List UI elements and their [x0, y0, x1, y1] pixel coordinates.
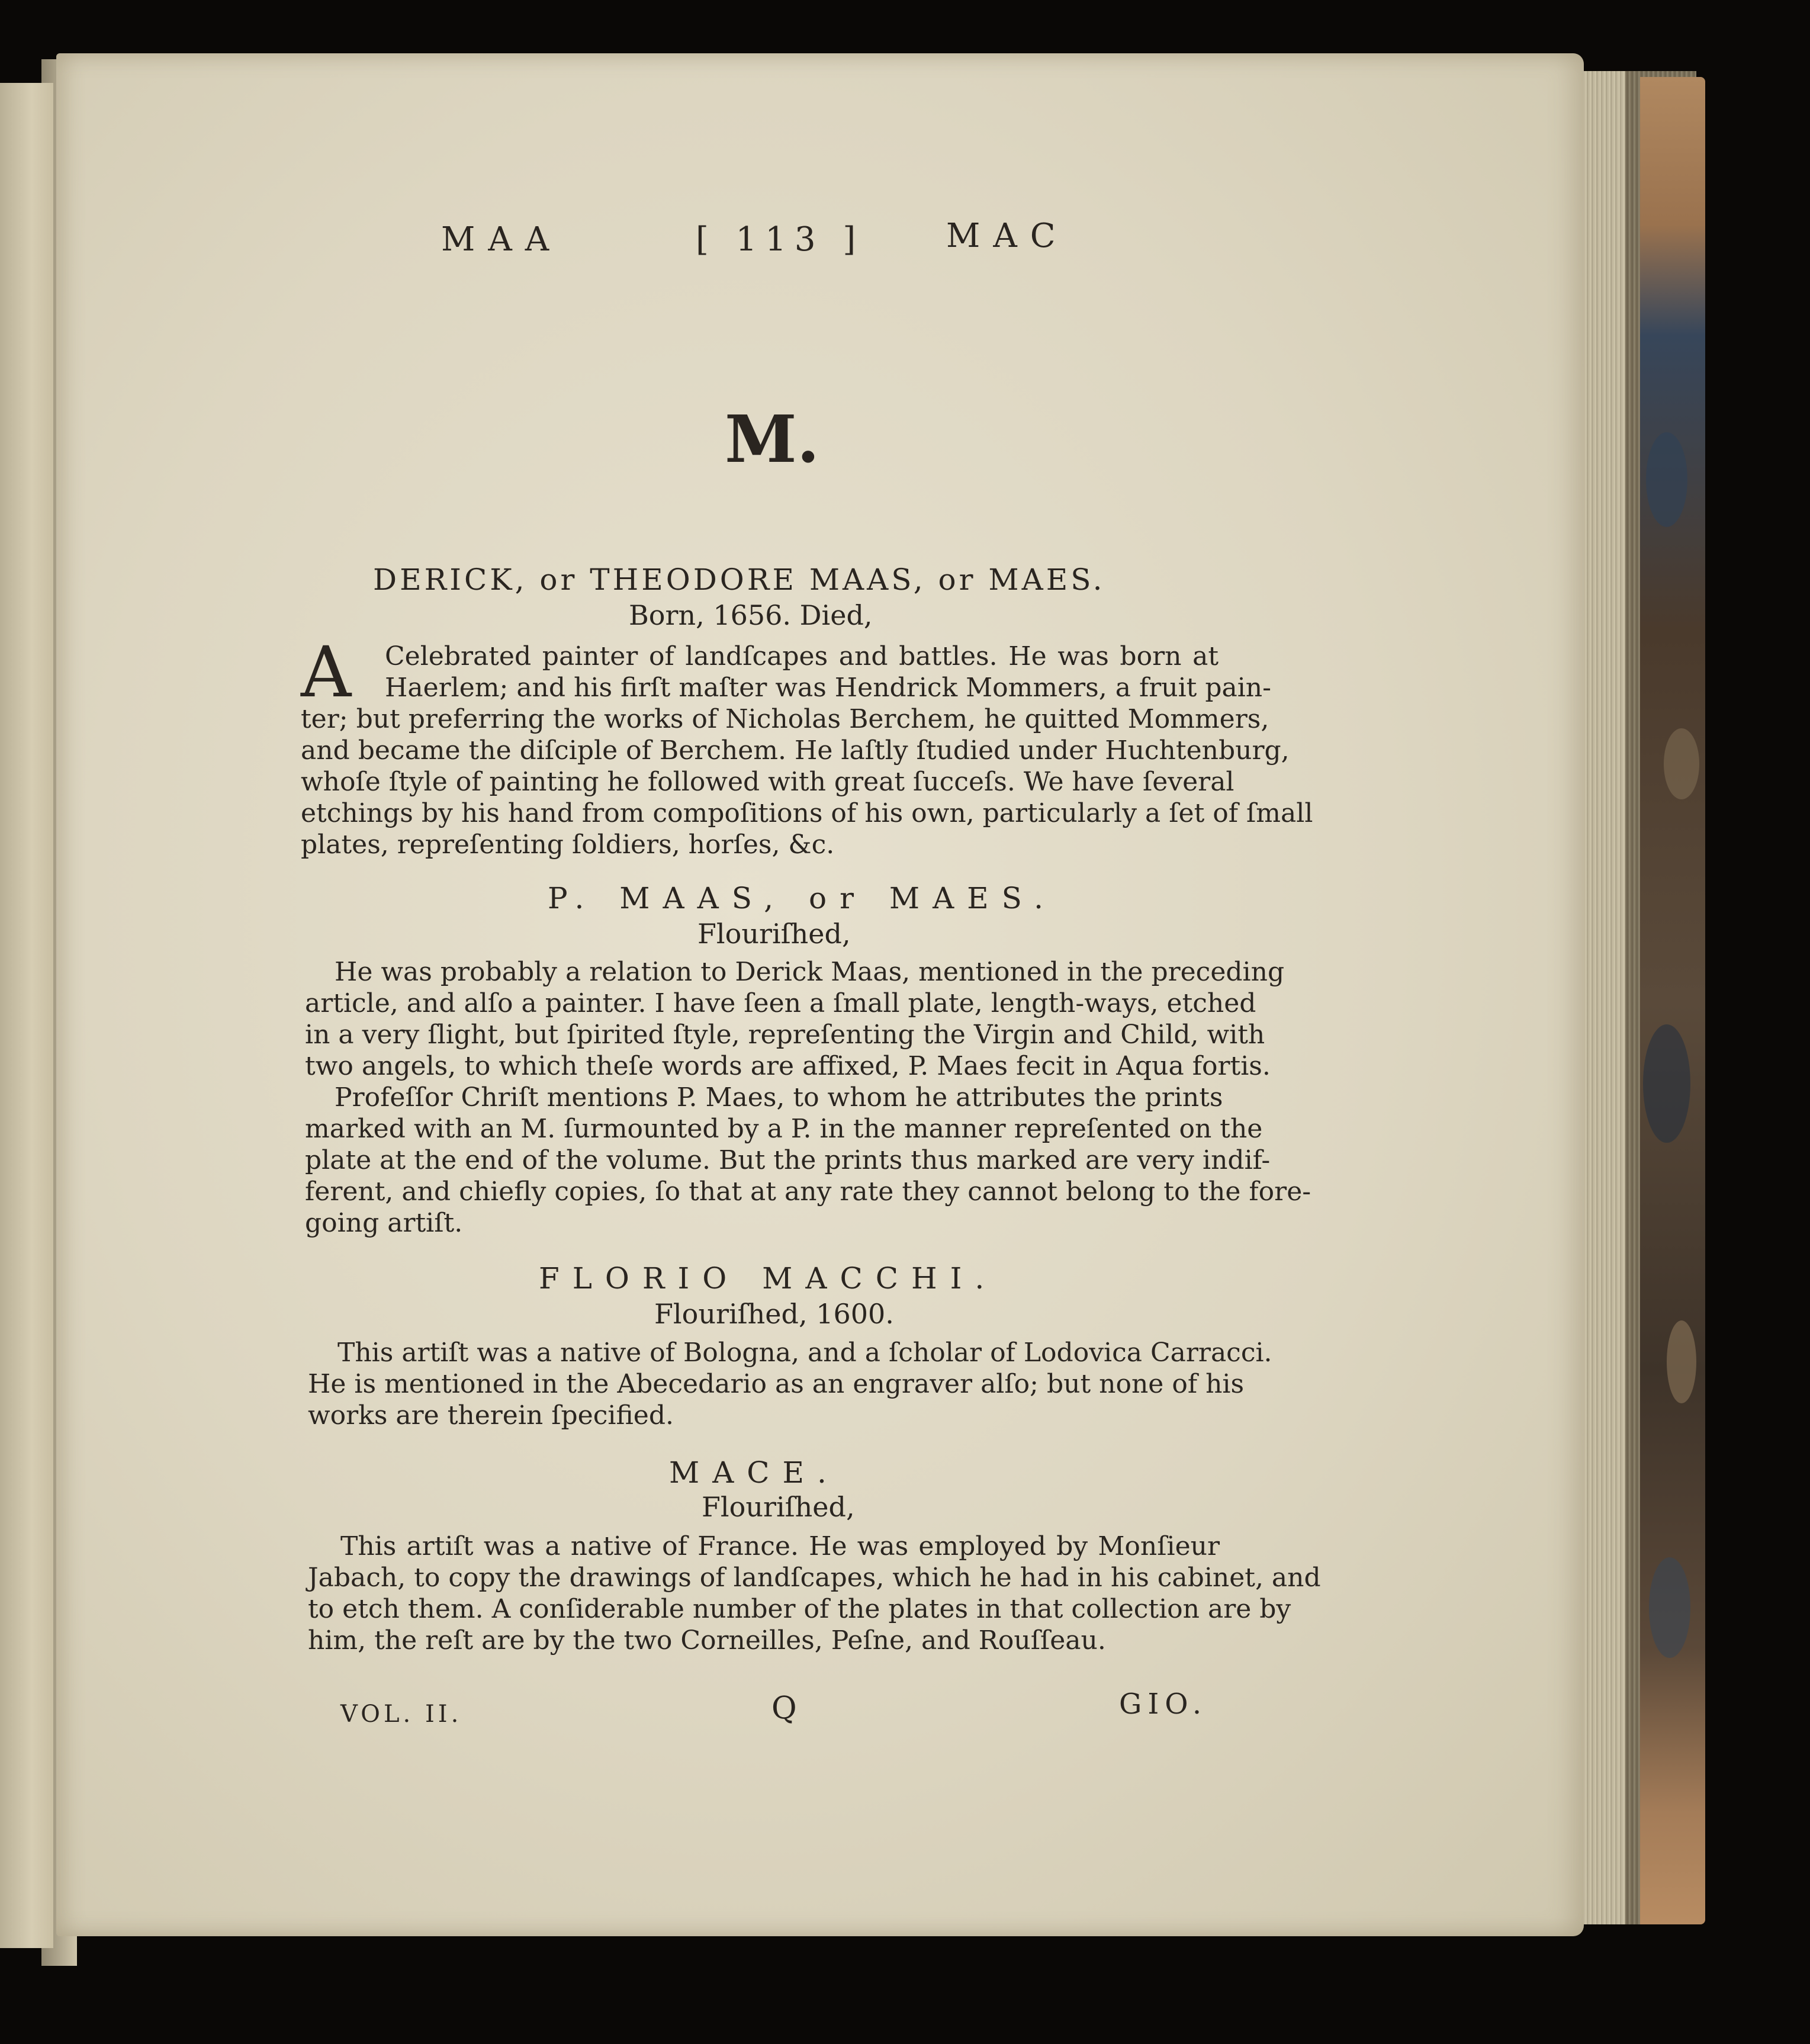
text-line: Haerlem; and his firſt maſter was Hendrick Mommers, a fruit pain-	[385, 673, 1272, 703]
entry-title: DERICK, or THEODORE MAAS, or MAES.	[373, 563, 1105, 597]
text-line: Profeſſor Chriſt mentions P. Maes, to whom he attributes the prints	[335, 1082, 1223, 1113]
entry-dates: Flouriſhed, 1600.	[654, 1298, 894, 1330]
text-line: He was probably a relation to Derick Maas, mentioned in the preceding	[335, 957, 1285, 987]
entry-text	[308, 1337, 1272, 1431]
text-line: in a very ſlight, but ſpirited ſtyle, repreſenting the Virgin and Child, with	[305, 1020, 1265, 1050]
text-line: ter; but preferring the works of Nicholas Berchem, he quitted Mommers,	[301, 704, 1269, 734]
entry-title: P. MAAS, or MAES.	[548, 881, 1057, 915]
page-number: [ 113 ]	[696, 220, 864, 259]
section-letter: M.	[725, 401, 820, 477]
text-line: plate at the end of the volume. But the prints thus marked are very indif-	[305, 1145, 1271, 1175]
catchword: GIO.	[1119, 1688, 1208, 1721]
text-line: to etch them. A conſiderable number of the plates in that collection are by	[308, 1594, 1291, 1624]
running-head-right: MAC	[946, 217, 1069, 255]
text-line: This artiſt was a native of Bologna, and a ſcholar of Lodovica Carracci.	[337, 1338, 1272, 1368]
text-line: Celebrated painter of landſcapes and battles. He was born at	[385, 641, 1219, 671]
volume-mark: VOL. II.	[340, 1701, 462, 1728]
text-line: Jabach, to copy the drawings of landſcapes, which he had in his cabinet, and	[308, 1563, 1321, 1593]
text-line: works are therein ſpecified.	[308, 1400, 674, 1431]
drop-cap: A	[301, 631, 352, 713]
text-line: He is mentioned in the Abecedario as an engraver alſo; but none of his	[308, 1369, 1245, 1399]
text-line: whoſe ſtyle of painting he followed with great ſucceſs. We have ſeveral	[301, 767, 1234, 797]
entry-title: MACE.	[669, 1455, 840, 1490]
text-line: etchings by his hand from compoſitions of his own, particularly a ſet of ſmall	[301, 798, 1313, 828]
entry-text	[301, 631, 1313, 860]
text-line: marked with an M. ſurmounted by a P. in the manner repreſented on the	[305, 1114, 1263, 1144]
entry-dates: Flouriſhed,	[697, 918, 851, 950]
entry-dates: Born, 1656. Died,	[629, 599, 873, 631]
text-line: two angels, to which theſe words are affixed, P. Maes fecit in Aqua fortis.	[305, 1051, 1271, 1081]
text-line: him, the reſt are by the two Corneilles, Peſne, and Rouſſeau.	[308, 1625, 1106, 1656]
text-line: ferent, and chiefly copies, ſo that at any rate they cannot belong to the fore-	[305, 1177, 1311, 1207]
text-line: This artiſt was a native of France. He was employed by Monſieur	[340, 1531, 1220, 1561]
entry-text	[305, 956, 1311, 1239]
text-line: plates, repreſenting ſoldiers, horſes, &c.	[301, 830, 835, 860]
entry-title: FLORIO MACCHI.	[539, 1261, 998, 1296]
text-line: article, and alſo a painter. I have ſeen a ſmall plate, length-ways, etched	[305, 988, 1256, 1018]
signature-mark: Q	[771, 1691, 797, 1726]
text-line: going artiſt.	[305, 1208, 463, 1238]
entry-dates: Flouriſhed,	[702, 1491, 855, 1523]
entry-text	[308, 1531, 1321, 1656]
running-head-left: MAA	[441, 220, 562, 259]
text-line: and became the diſciple of Berchem. He laſtly ſtudied under Huchtenburg,	[301, 735, 1290, 766]
